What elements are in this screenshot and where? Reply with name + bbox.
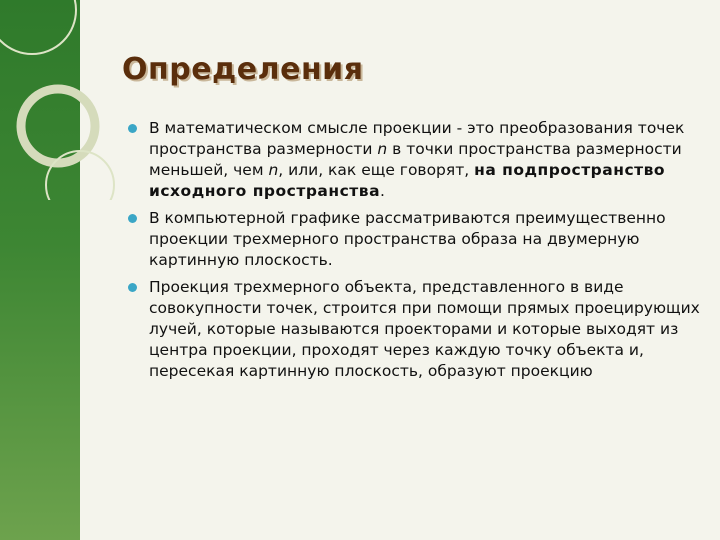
bullet-icon	[128, 214, 137, 223]
variable-n-1: n	[377, 140, 388, 158]
bullet-1-text-2: в точки пространства размерности меньшей, чем	[149, 140, 682, 179]
bullet-1-bold: на подпространство исходного пространства	[149, 161, 666, 200]
bullet-item-2	[126, 208, 706, 271]
bullet-item-1	[126, 118, 706, 202]
bullet-2-text: В компьютерной графике рассматриваются преимущественно проекции трехмерного пространства образа на двумерную картинную плоскость.	[149, 209, 666, 269]
bullet-icon	[128, 283, 137, 292]
bullet-item-3	[126, 277, 706, 382]
bullet-3-text: Проекция трехмерного объекта, представленного в виде совокупности точек, строится при помощи прямых проецирующих лучей, которые называются проекторами и которые выходят из центра проекции, проходят через каждую точку объекта и, пересекая картинную плоскость, образуют проекцию	[149, 278, 700, 380]
decorative-rings	[0, 0, 140, 200]
bullet-icon	[128, 124, 137, 133]
bullet-1-text-4: .	[380, 182, 385, 200]
thin-ring-top	[0, 0, 76, 54]
variable-n-2: n	[268, 161, 279, 179]
slide-title: Определения	[122, 52, 364, 87]
bullet-1-text-1: В математическом смысле проекции - это преобразования точек пространства размерности	[149, 119, 685, 158]
bullet-list	[126, 118, 706, 388]
bullet-1-text-3: , или, как еще говорят,	[278, 161, 475, 179]
